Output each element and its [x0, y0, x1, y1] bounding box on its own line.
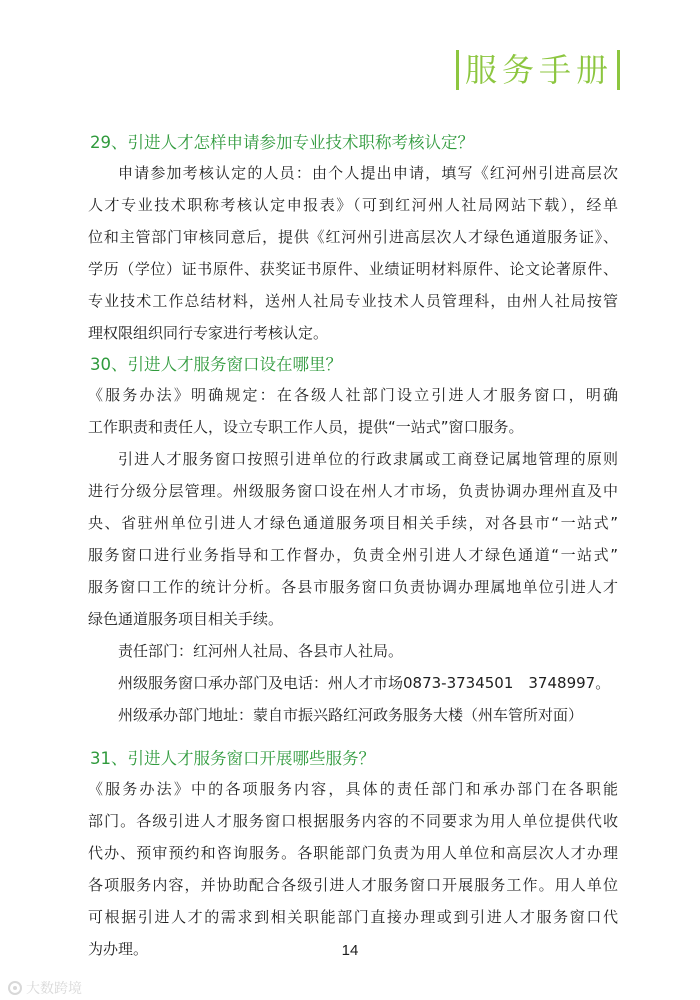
paragraph-line: 绿色通道服务项目相关手续。 — [88, 610, 284, 628]
watermark — [8, 978, 82, 998]
paragraph-line: 专业技术工作总结材料，送州人社局专业技术人员管理科，由州人社局按管 — [88, 292, 618, 310]
paragraph-line: 央、省驻州单位引进人才绿色通道服务项目相关手续，对各县市“一站式” — [88, 514, 618, 532]
question-29-heading: 29、引进人才怎样申请参加专业技术职称考核认定？ — [90, 133, 474, 152]
responsible-departments: 责任部门：红河州人社局、各县市人社局。 — [118, 642, 404, 660]
paragraph-line: 位和主管部门审核同意后，提供《红河州引进高层次人才绿色通道服务证》、 — [88, 228, 618, 246]
contact-phone: 州级服务窗口承办部门及电话：州人才市场0873-3734501 3748997。 — [118, 674, 611, 692]
paragraph-line: 可根据引进人才的需求到相关职能部门直接办理或到引进人才服务窗口代 — [88, 908, 618, 926]
paragraph-line: 部门。各级引进人才服务窗口根据服务内容的不同要求为用人单位提供代收 — [88, 812, 618, 830]
header-bar-right — [617, 50, 620, 90]
contact-address: 州级承办部门地址：蒙自市振兴路红河政务服务大楼（州车管所对面） — [118, 706, 584, 724]
paragraph-line: 申请参加考核认定的人员：由个人提出申请，填写《红河州引进高层次 — [118, 164, 618, 182]
paragraph-line: 各项服务内容，并协助配合各级引进人才服务窗口开展服务工作。用人单位 — [88, 876, 618, 894]
paragraph-line: 进行分级分层管理。州级服务窗口设在州人才市场，负责协调办理州直及中 — [88, 482, 618, 500]
paragraph-line: 工作职责和责任人，设立专职工作人员，提供“一站式”窗口服务。 — [88, 418, 524, 436]
paragraph-line: 学历（学位）证书原件、获奖证书原件、业绩证明材料原件、论文论著原件、 — [88, 260, 618, 278]
question-31-heading: 31、引进人才服务窗口开展哪些服务？ — [90, 749, 375, 768]
question-30-heading: 30、引进人才服务窗口设在哪里？ — [90, 355, 342, 374]
page-number: 14 — [341, 942, 359, 959]
paragraph-line: 理权限组织同行专家进行考核认定。 — [88, 324, 329, 342]
paragraph-line: 为办理。 — [88, 940, 149, 958]
handbook-header — [456, 48, 620, 92]
handbook-title: 服务手册 — [464, 51, 613, 89]
watermark-text: 大数跨境 — [26, 981, 82, 997]
paragraph-line: 人才专业技术职称考核认定申报表》（可到红河州人社局网站下载），经单 — [88, 196, 618, 214]
paragraph-line: 服务窗口工作的统计分析。各县市服务窗口负责协调办理属地单位引进人才 — [88, 578, 618, 596]
paragraph-line: 《服务办法》中的各项服务内容，具体的责任部门和承办部门在各职能 — [88, 780, 618, 798]
paragraph-line: 引进人才服务窗口按照引进单位的行政隶属或工商登记属地管理的原则 — [118, 450, 618, 468]
paragraph-line: 《服务办法》明确规定：在各级人社部门设立引进人才服务窗口，明确 — [88, 386, 618, 404]
paragraph-line: 代办、预审预约和咨询服务。各职能部门负责为用人单位和高层次人才办理 — [88, 844, 618, 862]
paragraph-line: 服务窗口进行业务指导和工作督办，负责全州引进人才绿色通道“一站式” — [88, 546, 618, 564]
watermark-icon — [8, 981, 22, 995]
